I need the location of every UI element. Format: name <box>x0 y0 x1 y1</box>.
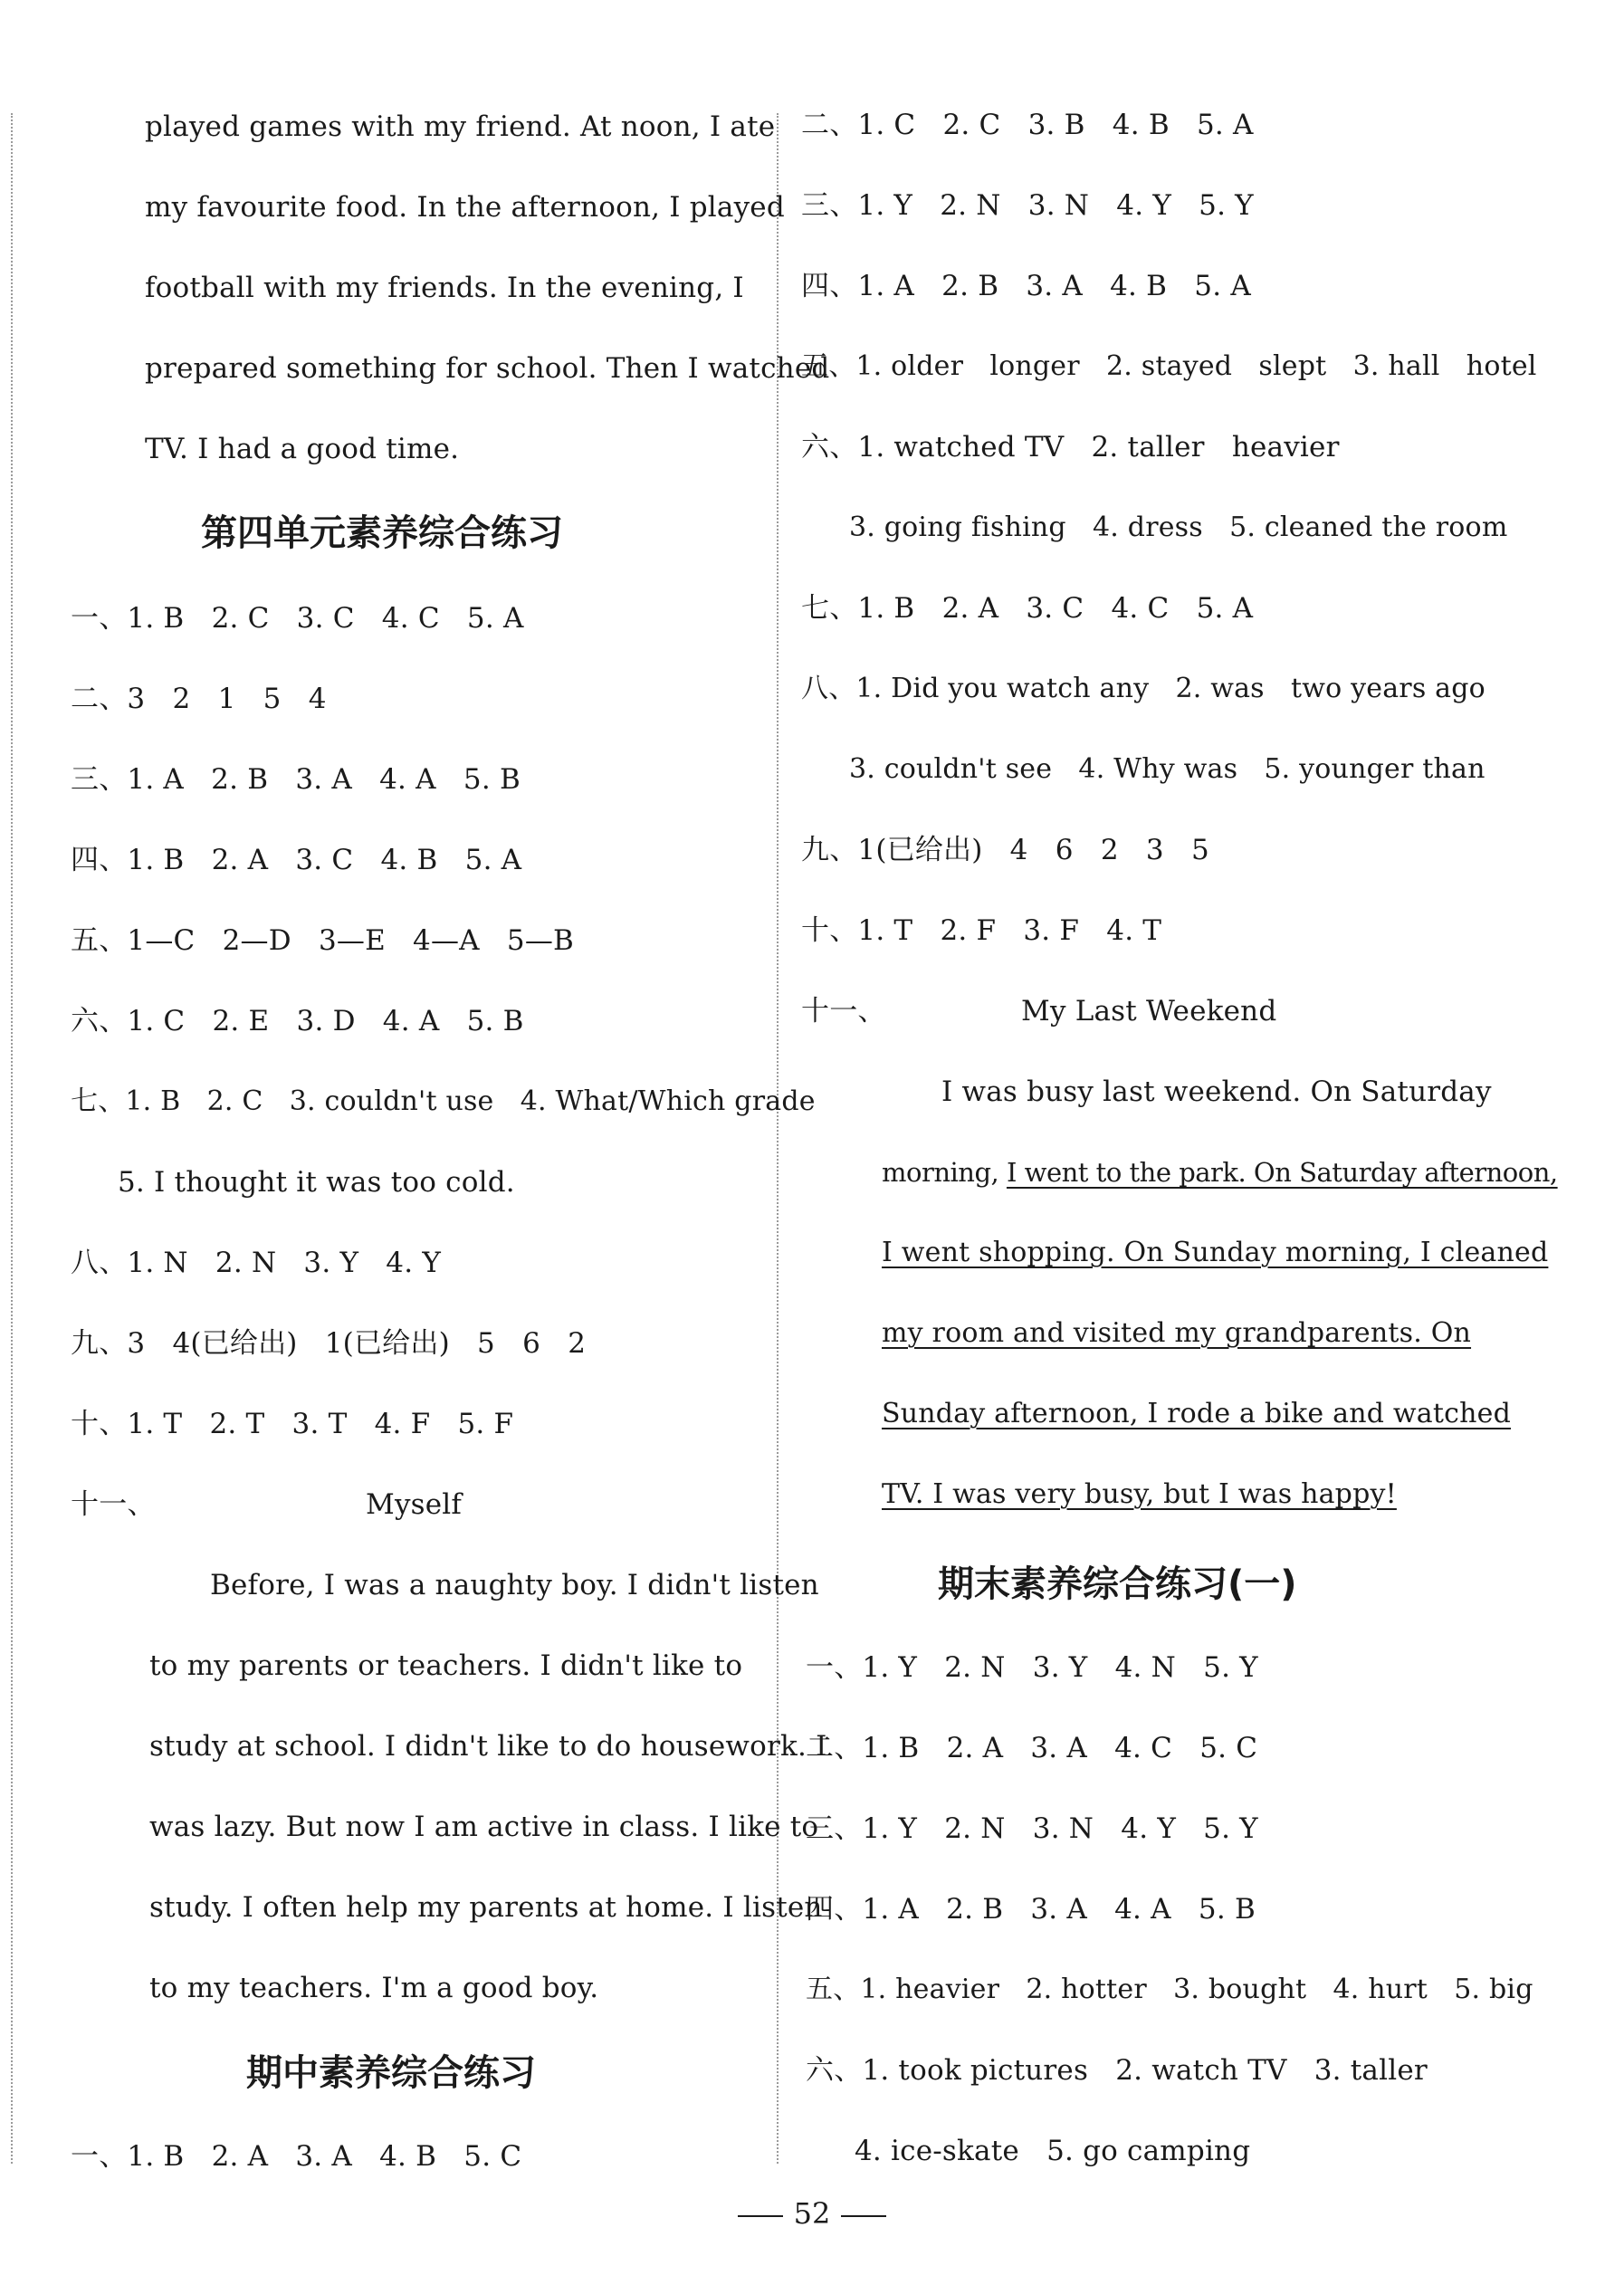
answer-line: 五、1—C 2—D 3—E 4—A 5—B <box>71 924 575 957</box>
answer-line: 六、1. took pictures 2. watch TV 3. taller <box>806 2054 1428 2087</box>
answer-line: 五、1. heavier 2. hotter 3. bought 4. hurt 5. big <box>806 1974 1533 2005</box>
answer-line: 3. couldn't see 4. Why was 5. younger than <box>849 753 1485 785</box>
essay1-line: played games with my friend. At noon, I ate <box>145 110 776 143</box>
answer-line: 一、1. B 2. A 3. A 4. B 5. C <box>71 2140 522 2173</box>
page-number-dash-left <box>738 2215 783 2217</box>
underlined-answer: Sunday afternoon, I rode a bike and watched <box>882 1398 1511 1429</box>
underlined-answer: my room and visited my grandparents. On <box>882 1317 1472 1349</box>
answer-line: 九、3 4(已给出) 1(已给出) 5 6 2 <box>71 1327 587 1360</box>
answer-line: 七、1. B 2. A 3. C 4. C 5. A <box>801 592 1254 625</box>
answer-line: 八、1. Did you watch any 2. was two years ago <box>801 673 1485 704</box>
answer-line: 四、1. A 2. B 3. A 4. A 5. B <box>806 1893 1256 1926</box>
essay-line: I was busy last weekend. On Saturday <box>941 1075 1492 1108</box>
answer-line: 三、1. A 2. B 3. A 4. A 5. B <box>71 763 521 796</box>
essay-line-2-prefix: morning, <box>882 1157 1007 1188</box>
underlined-answer: I went shopping. On Sunday morning, I cleaned <box>882 1237 1549 1268</box>
answer-line: 九、1(已给出) 4 6 2 3 5 <box>801 834 1209 866</box>
answer-line: 二、1. B 2. A 3. A 4. C 5. C <box>806 1732 1258 1764</box>
essay-line: was lazy. But now I am active in class. I like to <box>149 1811 819 1843</box>
essay-title: Myself <box>366 1488 463 1521</box>
essay-label: 十一、 <box>71 1488 156 1521</box>
answer-line: 六、1. watched TV 2. taller heavier <box>801 431 1340 464</box>
answer-line: 3. going fishing 4. dress 5. cleaned the room <box>849 511 1508 543</box>
answer-line: 5. I thought it was too cold. <box>118 1166 515 1199</box>
section-title-unit4: 第四单元素养综合练习 <box>201 512 563 554</box>
essay-line: to my teachers. I'm a good boy. <box>149 1972 599 2004</box>
answer-line: 六、1. C 2. E 3. D 4. A 5. B <box>71 1005 524 1037</box>
essay1-line: TV. I had a good time. <box>145 433 460 465</box>
answer-line: 三、1. Y 2. N 3. N 4. Y 5. Y <box>801 189 1254 222</box>
essay-line-2 <box>882 1154 1558 1190</box>
section-title-final1: 期末素养综合练习(一) <box>938 1563 1297 1605</box>
answer-line: 十、1. T 2. F 3. F 4. T <box>801 914 1162 947</box>
essay-line: to my parents or teachers. I didn't like to <box>149 1649 743 1682</box>
essay-line: Before, I was a naughty boy. I didn't listen <box>210 1569 819 1601</box>
answer-line: 四、1. A 2. B 3. A 4. B 5. A <box>801 270 1251 302</box>
page-number-dash-right <box>841 2215 886 2217</box>
essay-title: My Last Weekend <box>1021 995 1277 1028</box>
answer-line: 五、1. older longer 2. stayed slept 3. hall hotel <box>801 350 1537 382</box>
answer-line: 二、1. C 2. C 3. B 4. B 5. A <box>801 109 1254 141</box>
answer-line: 一、1. B 2. C 3. C 4. C 5. A <box>71 602 524 635</box>
answer-line: 三、1. Y 2. N 3. N 4. Y 5. Y <box>806 1812 1258 1845</box>
answer-line: 4. ice-skate 5. go camping <box>855 2135 1251 2167</box>
column-divider <box>777 113 779 2164</box>
page-number <box>0 2195 1624 2232</box>
essay1-line: football with my friends. In the evening, I <box>145 272 744 304</box>
answer-line: 七、1. B 2. C 3. couldn't use 4. What/Which grade <box>71 1085 816 1117</box>
answer-line: 四、1. B 2. A 3. C 4. B 5. A <box>71 844 522 876</box>
essay1-line: prepared something for school. Then I watched <box>145 352 830 385</box>
essay-line: study at school. I didn't like to do housework. I <box>149 1730 827 1763</box>
left-margin-rule <box>11 113 13 2164</box>
essay1-line: my favourite food. In the afternoon, I played <box>145 191 785 224</box>
answer-line: 十、1. T 2. T 3. T 4. F 5. F <box>71 1408 514 1440</box>
answer-line: 一、1. Y 2. N 3. Y 4. N 5. Y <box>806 1651 1258 1684</box>
page-number-text: 52 <box>793 2196 831 2231</box>
section-title-midterm: 期中素养综合练习 <box>246 2052 536 2094</box>
underlined-answer: I went to the park. On Saturday afternoon, <box>1006 1157 1558 1188</box>
essay-line: study. I often help my parents at home. I listen <box>149 1891 823 1924</box>
underlined-answer: TV. I was very busy, but I was happy! <box>882 1478 1397 1510</box>
essay-label: 十一、 <box>801 995 886 1028</box>
answer-line: 二、3 2 1 5 4 <box>71 683 327 715</box>
answer-line: 八、1. N 2. N 3. Y 4. Y <box>71 1247 441 1279</box>
